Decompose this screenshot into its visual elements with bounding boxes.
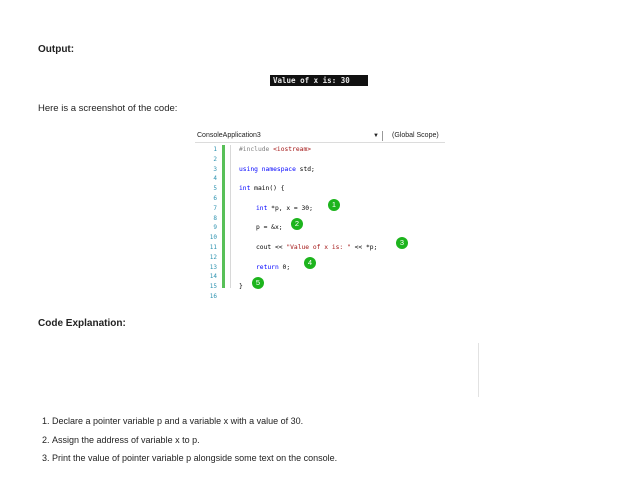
scope-dropdown-label: (Global Scope) (392, 132, 439, 139)
code-line-close: } (239, 283, 243, 291)
project-dropdown-label: ConsoleApplication3 (197, 132, 261, 139)
marker-badge: 4 (304, 257, 316, 269)
list-item: 2. Assign the address of variable x to p. (52, 431, 337, 450)
editor-header (195, 131, 445, 141)
code-line-declaration (256, 204, 313, 214)
line-number: 2 (213, 155, 217, 163)
include-header: <iostream> (273, 146, 312, 153)
main-rest: main() { (250, 185, 285, 193)
intro-text: Here is a screenshot of the code: (38, 103, 178, 114)
marker-badge: 5 (252, 277, 264, 289)
dropdown-arrow-icon: ▼ (373, 133, 379, 139)
line-number: 4 (213, 175, 217, 183)
line-number: 14 (209, 273, 217, 281)
decl-keyword: int (256, 204, 268, 212)
cout-string: "Value of x is: " (286, 244, 351, 251)
code-line-cout (256, 243, 377, 253)
line-number: 1 (213, 146, 217, 153)
include-directive: #include (239, 146, 270, 153)
line-number: 6 (213, 195, 217, 202)
return-rest: 0; (278, 263, 291, 271)
marker-badge: 1 (328, 199, 340, 211)
marker-badge: 3 (396, 237, 408, 249)
code-screenshot (195, 131, 445, 300)
code-line-include (239, 145, 311, 155)
list-item: 3. Print the value of pointer variable p alongside some text on the console. (52, 449, 337, 468)
code-line-main (239, 184, 285, 194)
list-item: 1. Declare a pointer variable p and a variable x with a value of 30. (52, 412, 337, 431)
using-keyword: using namespace (239, 165, 296, 173)
divider-line (478, 343, 479, 397)
line-number: 11 (209, 244, 217, 251)
gutter-divider (230, 145, 231, 288)
return-keyword: return (256, 263, 279, 271)
line-number: 3 (213, 165, 217, 173)
code-editor-body (195, 142, 445, 298)
explanation-heading: Code Explanation: (38, 318, 126, 329)
using-rest: std; (295, 165, 315, 173)
cout-start: cout << (256, 244, 287, 251)
decl-rest: *p, x = 30; (267, 204, 313, 212)
line-number: 15 (209, 283, 217, 291)
explanation-list (38, 412, 337, 468)
code-line-return (256, 263, 290, 273)
line-number: 16 (209, 293, 217, 300)
line-number: 8 (213, 214, 217, 222)
header-divider (382, 131, 383, 141)
line-number: 9 (213, 224, 217, 232)
console-output: Value of x is: 30 (270, 75, 368, 86)
line-number: 12 (209, 253, 217, 261)
output-heading: Output: (38, 44, 75, 55)
line-number: 5 (213, 185, 217, 193)
line-number: 7 (213, 204, 217, 212)
line-number: 13 (209, 263, 217, 271)
code-line-assign: p = &x; (256, 224, 283, 232)
code-line-using (239, 165, 315, 175)
cout-end: << *p; (350, 244, 378, 251)
marker-badge: 2 (291, 218, 303, 230)
main-keyword: int (239, 185, 251, 193)
change-indicator-bar (222, 145, 225, 288)
line-number: 10 (209, 234, 217, 242)
